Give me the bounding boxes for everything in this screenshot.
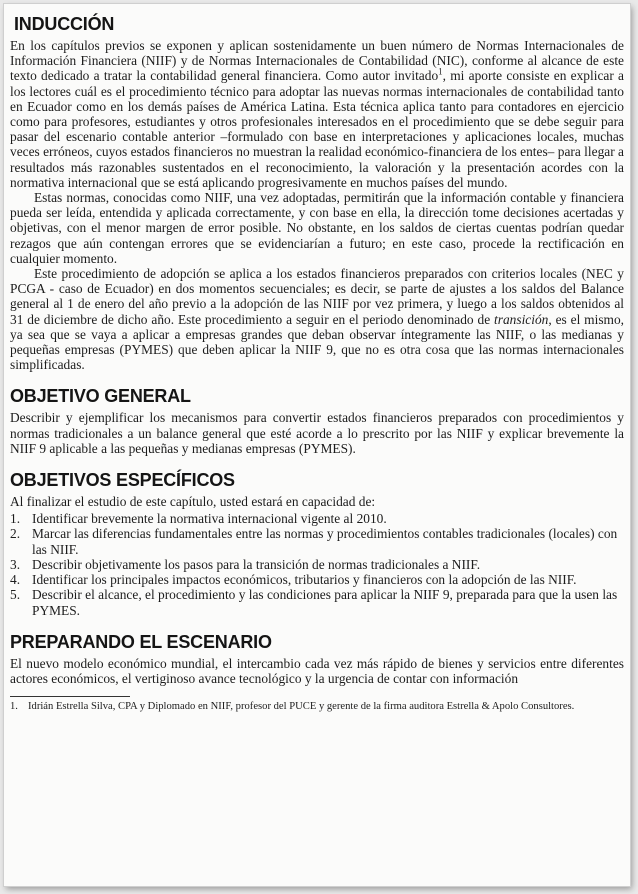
list-item-number: 4. — [10, 572, 21, 588]
section-title-objetivo-general: OBJETIVO GENERAL — [10, 386, 191, 407]
induccion-paragraph-2: Estas normas, conocidas como NIIF, una vez adoptadas, permitirán que la información contable y financiera pueda ser leída, entendida y aplicada correctamente, y con base en ella, la dirección tome decisiones acertadas y objetivas, con el menor margen de error posible. No obstante, en los saldos de ciertas cuentas podrían quedar rezagos que aún contengan errores que se evidenciarían a futuro; en este caso, procede la rectificación en cualquier momento. — [10, 190, 624, 266]
section-title-induccion: INDUCCIÓN — [14, 14, 115, 34]
induccion-paragraph-3-text-b: , es el mismo, ya sea que se vaya a aplicar a empresas grandes que deban observar íntegramente las NIIF, o las medianas y pequeñas empresas (PYMES) que deben aplicar la NIIF 9, que no es otra cosa que las normas internacionales simplificadas. — [10, 311, 624, 373]
footnote — [10, 701, 624, 714]
list-item-text: Describir el alcance, el procedimiento y las condiciones para aplicar la NIIF 9, preparada para que la usen las PYMES. — [32, 587, 618, 618]
list-item-number: 1. — [10, 511, 21, 527]
list-item-number: 2. — [10, 526, 21, 542]
list-item-number: 5. — [10, 587, 21, 603]
section-title-objetivos-especificos: OBJETIVOS ESPECÍFICOS — [10, 470, 235, 491]
section-objetivo-general — [10, 386, 624, 456]
list-item — [10, 526, 624, 556]
list-item — [10, 511, 624, 526]
footnote-number: 1. — [10, 701, 18, 713]
list-item — [10, 572, 624, 587]
page-content — [10, 14, 624, 714]
section-objetivos-especificos — [10, 470, 624, 618]
objetivos-especificos-intro: Al finalizar el estudio de este capítulo, usted estará en capacidad de: — [10, 494, 376, 510]
document-page — [4, 4, 630, 886]
list-item — [10, 587, 624, 617]
list-item-number: 3. — [10, 556, 21, 572]
footnote-reference: 1 — [438, 66, 443, 77]
objetivos-list — [10, 511, 624, 617]
induccion-paragraph-1-text-a: En los capítulos previos se exponen y aplican sostenidamente un buen número de Normas Internacionales de Información Financiera (NIIF) y de Normas Internacionales de Contabilidad (NIC), conforme al alcance de este texto dedicado a tratar la contabilidad general financiera. Como autor invitado — [10, 38, 624, 84]
section-preparando-escenario — [10, 632, 624, 686]
section-title-preparando-escenario: PREPARANDO EL ESCENARIO — [10, 631, 272, 652]
induccion-paragraph-3-text-a: Este procedimiento de adopción se aplica a los estados financieros preparados con criterios locales (NEC y PCGA - caso de Ecuador) en dos momentos secuenciales; es decir, se parte de ajustes a los saldos del Balance general al 1 de enero del año previo a la adopción de las NIIF por vez primera, y luego a los saldos obtenidos al 31 de diciembre de dicho año. Este procedimiento a seguir en el periodo denominado de — [10, 266, 624, 327]
footnote-divider — [10, 696, 130, 697]
list-item — [10, 557, 624, 572]
list-item-text: Identificar brevemente la normativa internacional vigente al 2010. — [32, 511, 387, 527]
list-item-text: Identificar los principales impactos económicos, tributarios y financieros con la adopción de las NIIF. — [32, 572, 577, 588]
induccion-paragraph-3 — [10, 266, 624, 372]
objetivo-general-text: Describir y ejemplificar los mecanismos para convertir estados financieros preparados con procedimientos y normas tradicionales a un balance general que esté acorde a lo prescrito por las NIIF y explicar brevemente la NIIF 9 aplicable a las pequeñas y medianas empresas (PYMES). — [10, 410, 624, 456]
induccion-paragraph-1-text-b: , mi aporte consiste en explicar a los lectores cuál es el procedimiento técnico para adoptar las nuevas normas internacionales de contabilidad tanto en Ecuador como en los demás países de América Latina. Esta técnica aplica tanto para contadores en ejercicio como para profesores, estudiantes y otros profesionales interesados en el procedimiento que se debe seguir para pasar del escenario contable anterior –formulado con base en interpretaciones y aplicaciones locales, muchas veces erróneos, cuyos estados financieros no muestran la realidad económico-financiera de los entes– para llegar a resultados más razonables sustentados en el reconocimiento, la valoración y la presentación acordes con la normativa internacional que se está aplicando progresivamente en muchos países del mundo. — [10, 68, 624, 190]
list-item-text: Marcar las diferencias fundamentales entre las normas y procedimientos contables tradicionales (locales) con las NIIF. — [32, 526, 618, 557]
italic-term-transicion: transición — [494, 311, 549, 327]
induccion-paragraph-1 — [10, 38, 624, 190]
preparando-text: El nuevo modelo económico mundial, el intercambio cada vez más rápido de bienes y servicios entre diferentes actores económicos, el vertiginoso avance tecnológico y la urgencia de contar con información — [10, 655, 624, 686]
footnote-text: Idrián Estrella Silva, CPA y Diplomado en NIIF, profesor del PUCE y gerente de la firma auditora Estrella & Apolo Consultores. — [28, 701, 575, 713]
list-item-text: Describir objetivamente los pasos para la transición de normas tradicionales a NIIF. — [32, 556, 481, 572]
